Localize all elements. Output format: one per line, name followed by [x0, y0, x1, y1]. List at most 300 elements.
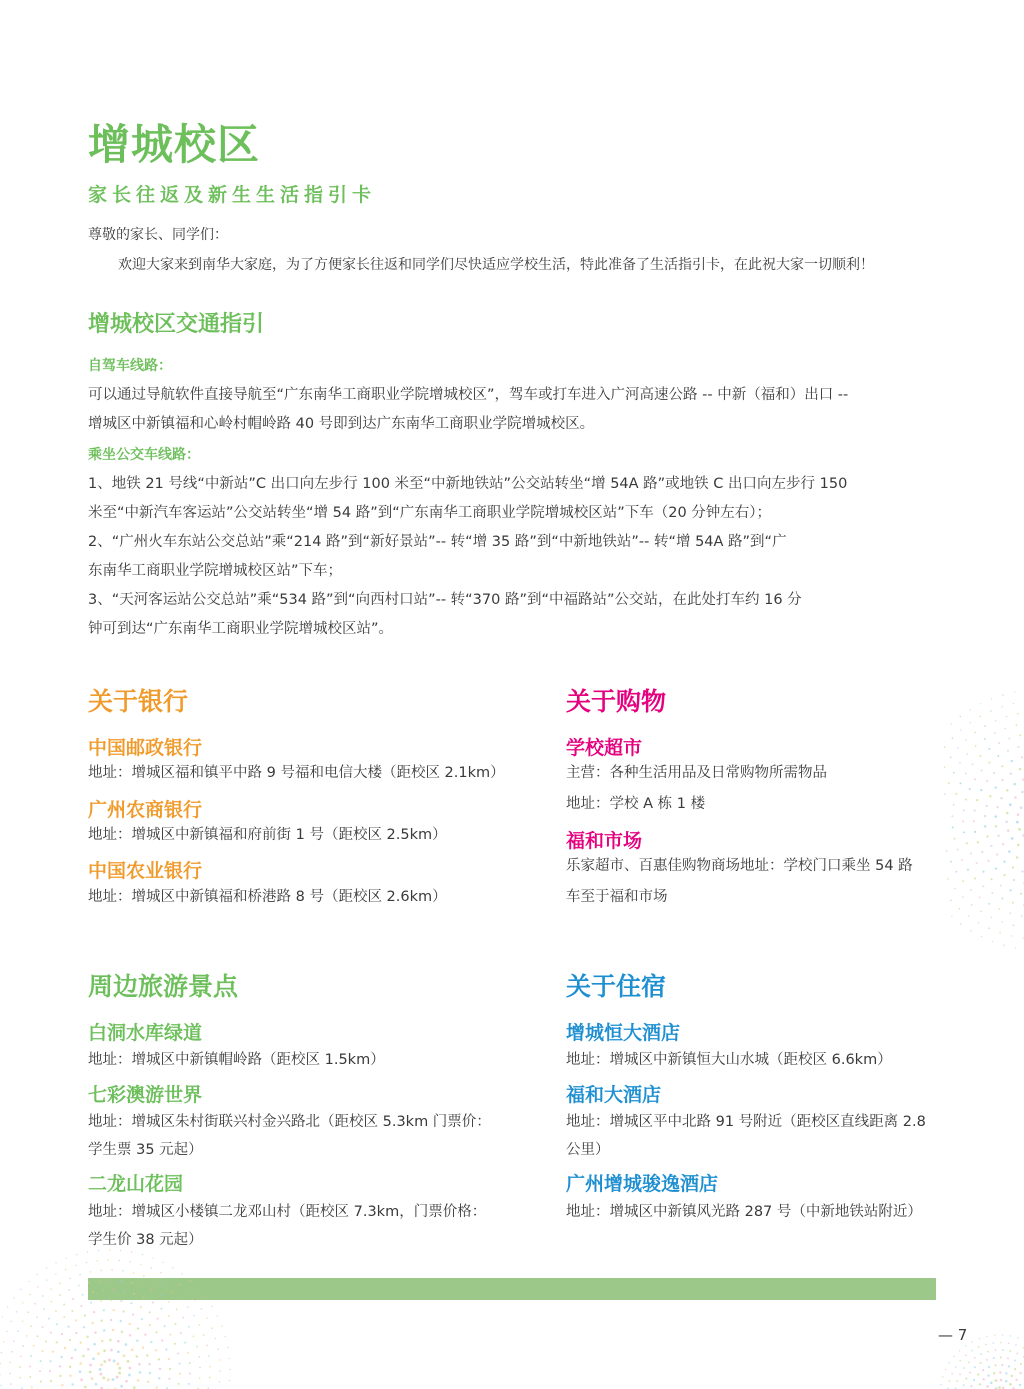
decorative-dot	[137, 1379, 140, 1382]
decorative-dot	[989, 795, 991, 797]
decorative-dot	[1017, 813, 1020, 816]
decorative-dot	[122, 1270, 124, 1272]
decorative-dot	[963, 831, 965, 833]
decorative-dot	[984, 815, 986, 817]
decorative-dot	[63, 1316, 65, 1318]
decorative-dot	[1011, 935, 1013, 937]
decorative-dots-bottom-left	[0, 1240, 240, 1389]
decorative-dot	[946, 850, 948, 852]
decorative-dot	[999, 1371, 1001, 1373]
decorative-dot	[965, 1345, 966, 1346]
decorative-dot	[1002, 694, 1003, 695]
decorative-dot	[17, 1330, 19, 1332]
decorative-dot	[99, 1368, 102, 1371]
decorative-dot	[11, 1351, 13, 1353]
decorative-dot	[6, 1331, 8, 1333]
decorative-dot	[986, 1359, 988, 1361]
decorative-dot	[90, 1271, 92, 1273]
decorative-dot	[13, 1297, 14, 1298]
decorative-dot	[1009, 912, 1011, 914]
decorative-dot	[980, 1362, 982, 1364]
decorative-dot	[82, 1355, 85, 1358]
decorative-dot	[71, 1310, 73, 1312]
decorative-dot	[82, 1294, 84, 1296]
decorative-dot	[179, 1363, 181, 1365]
decorative-dot	[26, 1335, 28, 1337]
decorative-dot	[143, 1297, 145, 1299]
decorative-dot	[22, 1302, 24, 1304]
decorative-dot	[229, 1380, 230, 1381]
decorative-dot	[1000, 1357, 1002, 1359]
decorative-dot	[1007, 750, 1009, 752]
decorative-dot	[72, 1298, 74, 1300]
decorative-dot	[987, 1374, 989, 1376]
decorative-dot	[1001, 765, 1003, 767]
decorative-dot	[13, 1340, 15, 1342]
decorative-dot	[172, 1267, 173, 1268]
decorative-dot	[984, 725, 986, 727]
decorative-dot	[945, 1369, 946, 1370]
decorative-dot	[965, 772, 967, 774]
decorative-dot	[48, 1318, 50, 1320]
decorative-dot	[999, 908, 1001, 910]
shop-detail: 地址：学校 A 栋 1 楼	[566, 796, 706, 812]
decorative-dot	[976, 862, 978, 864]
decorative-dot	[1009, 1350, 1011, 1352]
decorative-dot	[10, 1383, 12, 1385]
decorative-dot	[83, 1326, 85, 1328]
attraction-detail: 学生票 35 元起）	[88, 1142, 203, 1158]
bus-route-line: 3、“天河客运站公交总站”乘“534 路”到“向西村口站”-- 转“370 路”到“中福路站”公交站，在此处打车约 16 分	[88, 592, 802, 608]
decorative-dot	[952, 737, 954, 739]
decorative-dot	[971, 1350, 973, 1352]
decorative-dot	[117, 1350, 120, 1353]
decorative-dot	[950, 724, 951, 725]
decorative-dot	[49, 1370, 51, 1372]
decorative-dot	[981, 851, 983, 853]
decorative-dot	[113, 1289, 115, 1291]
decorative-dot	[1008, 1342, 1010, 1344]
decorative-dot	[9, 1362, 11, 1364]
decorative-dot	[1006, 789, 1008, 791]
decorative-dot	[61, 1333, 63, 1335]
decorative-dot	[991, 892, 993, 894]
decorative-dot	[990, 710, 992, 712]
bank-name: 中国农业银行	[88, 860, 203, 882]
decorative-dot	[64, 1347, 66, 1349]
decorative-dot	[208, 1355, 210, 1357]
decorative-dot	[125, 1343, 128, 1346]
shop-detail: 车至于福和市场	[566, 889, 668, 905]
decorative-dot	[94, 1331, 96, 1333]
decorative-dot	[974, 831, 976, 833]
decorative-dot	[109, 1339, 112, 1342]
decorative-dot	[69, 1366, 71, 1368]
decorative-dot	[88, 1282, 90, 1284]
decorative-dot	[1007, 829, 1010, 832]
decorative-dot	[981, 936, 982, 937]
decorative-dot	[180, 1332, 182, 1334]
decorative-dot	[966, 842, 968, 844]
greeting-text: 尊敬的家长、同学们：	[88, 227, 228, 243]
decorative-dot	[979, 1338, 980, 1339]
attraction-name: 二龙山花园	[88, 1173, 184, 1195]
decorative-dot	[46, 1279, 48, 1281]
decorative-dot	[152, 1302, 154, 1304]
decorative-dot	[138, 1363, 141, 1366]
decorative-dot	[1016, 856, 1018, 858]
decorative-dot	[1019, 768, 1021, 770]
decorative-dot	[99, 1373, 102, 1376]
decorative-dot	[91, 1322, 93, 1324]
decorative-dot	[980, 789, 982, 791]
decorative-dot	[1008, 1365, 1010, 1367]
decorative-dot	[987, 1351, 989, 1353]
bus-route-heading: 乘坐公交车线路：	[88, 447, 200, 463]
decorative-dot	[961, 859, 963, 861]
decorative-dot	[986, 780, 988, 782]
decorative-dot	[0, 1385, 2, 1387]
decorative-dot	[1020, 806, 1023, 809]
decorative-dot	[949, 1362, 950, 1363]
decorative-dot	[42, 1295, 44, 1297]
decorative-dot	[1002, 1334, 1003, 1335]
decorative-dot	[87, 1348, 90, 1351]
decorative-dot	[177, 1352, 179, 1354]
decorative-dot	[1007, 1357, 1009, 1359]
decorative-dot	[190, 1280, 191, 1281]
decorative-dot	[996, 806, 998, 808]
decorative-dot	[40, 1380, 42, 1382]
decorative-dot	[972, 1341, 973, 1342]
decorative-dot	[117, 1340, 120, 1343]
decorative-dot	[127, 1360, 130, 1363]
decorative-dot	[1004, 728, 1006, 730]
page-subtitle: 家长往返及新生生活指引卡	[88, 184, 377, 206]
decorative-dot	[1020, 1363, 1022, 1365]
decorative-dot	[1003, 945, 1004, 946]
decorative-dot	[141, 1318, 143, 1320]
bank-name: 中国邮政银行	[88, 737, 203, 759]
bus-route-line: 钟可到达“广东南华工商职业学院增城校区站”。	[88, 621, 394, 637]
decorative-dot	[1005, 1380, 1008, 1383]
decorative-dot	[1001, 898, 1003, 900]
decorative-dot	[101, 1340, 104, 1343]
decorative-dot	[985, 1344, 987, 1346]
decorative-dot	[959, 1360, 961, 1362]
decorative-dot	[995, 1364, 997, 1366]
decorative-dot	[29, 1376, 31, 1378]
decorative-dot	[93, 1343, 96, 1346]
decorative-dot	[188, 1326, 190, 1328]
decorative-dot	[179, 1298, 181, 1300]
decorative-dot	[995, 720, 997, 722]
decorative-dot	[142, 1254, 143, 1255]
decorative-dot	[179, 1373, 181, 1375]
decorative-dot	[107, 1378, 110, 1381]
decorative-dot	[984, 825, 986, 827]
decorative-dot	[1000, 797, 1002, 799]
decorative-dot	[1016, 1353, 1018, 1355]
decorative-dot	[942, 1376, 943, 1377]
decorative-dot	[42, 1326, 44, 1328]
decorative-dot	[993, 772, 995, 774]
decorative-dot	[43, 1308, 45, 1310]
decorative-dot	[995, 1349, 997, 1351]
decorative-dot	[1002, 843, 1004, 845]
decorative-dot	[973, 820, 975, 822]
decorative-dot	[168, 1378, 170, 1380]
decorative-dot	[217, 1348, 219, 1350]
decorative-dot	[149, 1372, 151, 1374]
decorative-dot	[160, 1308, 162, 1310]
decorative-dot	[211, 1327, 213, 1329]
decorative-dot	[981, 769, 983, 771]
decorative-dot	[37, 1335, 39, 1337]
attraction-detail: 地址：增城区朱村街联兴村金兴路北（距校区 5.3km 门票价：	[88, 1114, 491, 1130]
decorative-dot	[1012, 866, 1014, 868]
decorative-dot	[28, 1281, 29, 1282]
bank-name: 广州农商银行	[88, 799, 203, 821]
decorative-dot	[103, 1360, 106, 1363]
decorative-dot	[120, 1320, 122, 1322]
decorative-dot	[118, 1372, 121, 1375]
decorative-dot	[84, 1314, 86, 1316]
decorative-dot	[20, 1356, 22, 1358]
decorative-dot	[103, 1349, 106, 1352]
decorative-dot	[997, 755, 999, 757]
decorative-dot	[1011, 1375, 1013, 1377]
decorative-dot	[971, 904, 973, 906]
decorative-dot	[974, 732, 976, 734]
decorative-dot	[33, 1345, 35, 1347]
decorative-dot	[116, 1376, 119, 1379]
decorative-dot	[71, 1383, 73, 1385]
decorative-dot	[3, 1341, 5, 1343]
decorative-dot	[34, 1303, 36, 1305]
decorative-dot	[976, 799, 978, 801]
decorative-dot	[199, 1377, 201, 1379]
decorative-dot	[993, 1357, 995, 1359]
decorative-dot	[983, 1378, 985, 1380]
decorative-dot	[160, 1272, 162, 1274]
decorative-dot	[990, 1382, 993, 1385]
decorative-dot	[980, 911, 982, 913]
decorative-dot	[982, 885, 984, 887]
decorative-dot	[131, 1349, 134, 1352]
decorative-dot	[141, 1285, 143, 1287]
decorative-dot	[1013, 783, 1015, 785]
decorative-dot	[108, 1359, 111, 1362]
decorative-dot	[994, 1335, 995, 1336]
decorative-dot	[986, 835, 988, 837]
decorative-dot	[198, 1288, 199, 1289]
decorative-dot	[80, 1378, 83, 1381]
decorative-dot	[120, 1385, 123, 1388]
decorative-dot	[994, 732, 996, 734]
decorative-dot	[97, 1352, 100, 1355]
decorative-dot	[50, 1288, 52, 1290]
decorative-dot	[156, 1331, 158, 1333]
decorative-dot	[40, 1360, 42, 1362]
decorative-dot	[110, 1349, 113, 1352]
decorative-dot	[970, 852, 972, 854]
decorative-dot	[75, 1332, 77, 1334]
decorative-dot	[995, 825, 997, 827]
decorative-dot	[988, 762, 990, 764]
decorative-dot	[1011, 760, 1013, 762]
decorative-dot	[156, 1386, 158, 1388]
decorative-dot	[42, 1350, 44, 1352]
decorative-dot	[960, 716, 961, 717]
decorative-dot	[170, 1277, 172, 1279]
decorative-dot	[944, 746, 945, 748]
decorative-dot	[29, 1294, 31, 1296]
decorative-dot	[951, 815, 953, 817]
decorative-dot	[1006, 716, 1008, 718]
decorative-dot	[50, 1331, 52, 1333]
decorative-dot	[953, 772, 955, 774]
decorative-dot	[1016, 724, 1018, 726]
decorative-dots-bottom-right	[930, 1320, 1024, 1389]
decorative-dot	[161, 1339, 163, 1341]
decorative-dot	[76, 1254, 77, 1255]
decorative-dot	[153, 1279, 155, 1281]
decorative-dot	[37, 1274, 38, 1275]
decorative-dot	[974, 809, 976, 811]
decorative-dot	[178, 1383, 180, 1385]
decorative-dot	[46, 1268, 47, 1269]
decorative-dot	[1021, 756, 1023, 758]
decorative-dot	[45, 1340, 47, 1342]
bank-address: 地址：增城区福和镇平中路 9 号福和电信大楼（距校区 2.1km）	[88, 765, 505, 781]
decorative-dot	[1009, 803, 1012, 806]
decorative-dot	[960, 923, 961, 924]
decorative-dot	[219, 1370, 221, 1372]
decorative-dot	[158, 1377, 160, 1379]
decorative-dot	[157, 1318, 159, 1320]
decorative-dot	[78, 1285, 80, 1287]
decorative-dot	[56, 1323, 58, 1325]
bus-route-line: 1、地铁 21 号线“中新站”C 出口向左步行 100 米至“中新地铁站”公交站转坐“增 54A 路”或地铁 C 出口向左步行 150	[88, 476, 848, 492]
decorative-dot	[988, 903, 990, 905]
decorative-dot	[201, 1308, 203, 1310]
decorative-dot	[991, 698, 992, 699]
attraction-name: 白洞水库绿道	[88, 1022, 203, 1044]
decorative-dot	[176, 1309, 178, 1311]
drive-route-heading: 自驾车线路：	[88, 358, 172, 374]
decorative-dot	[221, 1326, 222, 1327]
decorative-dot	[968, 915, 970, 917]
hotel-name: 福和大酒店	[566, 1084, 662, 1106]
decorative-dot	[1001, 921, 1003, 923]
decorative-dot	[1010, 773, 1012, 775]
decorative-dot	[22, 1345, 24, 1347]
lodging-heading: 关于住宿	[566, 972, 667, 1001]
decorative-dot	[31, 1386, 33, 1388]
bus-route-line: 东南华工商职业学院增城校区站”下车；	[88, 563, 343, 579]
decorative-dot	[7, 1307, 8, 1308]
decorative-dot	[100, 1270, 102, 1272]
decorative-dot	[1005, 1372, 1007, 1374]
decorative-dot	[90, 1302, 92, 1304]
decorative-dots-right	[944, 680, 1024, 960]
decorative-dot	[123, 1311, 125, 1313]
drive-route-line-1: 可以通过导航软件直接导航至“广东南华工商职业学院增城校区”，驾车或打车进入广河高速公路 -- 中新（福和）出口 --	[88, 387, 849, 403]
decorative-dot	[962, 880, 964, 882]
decorative-dot	[1010, 889, 1012, 891]
decorative-dot	[36, 1316, 38, 1318]
decorative-dot	[950, 861, 952, 863]
decorative-dot	[984, 738, 986, 740]
decorative-dot	[219, 1381, 221, 1383]
decorative-dot	[956, 871, 958, 873]
decorative-dot	[953, 838, 955, 840]
decorative-dot	[974, 778, 976, 780]
decorative-dot	[110, 1319, 112, 1321]
decorative-dot	[131, 1282, 133, 1284]
decorative-dot	[970, 722, 972, 724]
decorative-dot	[951, 1373, 953, 1375]
decorative-dot	[1014, 1360, 1016, 1362]
attraction-detail: 地址：增城区中新镇帽岭路（距校区 1.5km）	[88, 1052, 385, 1068]
decorative-dot	[219, 1359, 221, 1361]
decorative-dot	[113, 1309, 115, 1311]
decorative-dot	[71, 1357, 73, 1359]
decorative-dot	[20, 1289, 21, 1290]
decorative-dot	[80, 1341, 82, 1343]
decorative-dot	[152, 1257, 153, 1258]
decorative-dot	[84, 1386, 87, 1389]
decorative-dot	[131, 1251, 132, 1252]
decorative-dot	[9, 1372, 11, 1374]
decorative-dot	[16, 1311, 18, 1313]
decorative-dot	[1005, 821, 1008, 824]
decorative-dot	[968, 1362, 970, 1364]
decorative-dot	[944, 766, 945, 768]
decorative-dot	[11, 1321, 13, 1323]
decorative-dot	[61, 1356, 63, 1358]
decorative-dot	[150, 1289, 152, 1291]
decorative-dot	[975, 745, 977, 747]
decorative-dot	[953, 804, 955, 806]
shopping-heading: 关于购物	[566, 687, 667, 716]
decorative-dot	[980, 703, 981, 704]
decorative-dot	[0, 1374, 1, 1376]
decorative-dot	[123, 1354, 126, 1357]
hotel-detail: 地址：增城区中新镇风光路 287 号（中新地铁站附近）	[566, 1204, 922, 1220]
decorative-dot	[142, 1346, 144, 1348]
decorative-dot	[55, 1262, 56, 1263]
decorative-dot	[146, 1354, 148, 1356]
decorative-dot	[162, 1262, 163, 1263]
decorative-dot	[1, 1352, 3, 1354]
decorative-dot	[1021, 791, 1024, 794]
decorative-dot	[215, 1338, 217, 1340]
decorative-dot	[37, 1286, 39, 1288]
decorative-dot	[993, 1372, 995, 1374]
decorative-dot	[184, 1342, 186, 1344]
decorative-dot	[970, 930, 971, 931]
decorative-dot	[59, 1282, 61, 1284]
decorative-dot	[966, 753, 968, 755]
decorative-dot	[187, 1352, 189, 1354]
bus-route-line: 2、“广州火车东站公交总站”乘“214 路”到“新好景站”-- 转“增 35 路”到“中新地铁站”-- 转“增 54A 路”到“广	[88, 534, 787, 550]
decorative-dot	[86, 1262, 88, 1264]
decorative-dot	[59, 1365, 61, 1367]
decorative-dot	[140, 1306, 142, 1308]
hotel-detail: 公里）	[566, 1142, 610, 1158]
